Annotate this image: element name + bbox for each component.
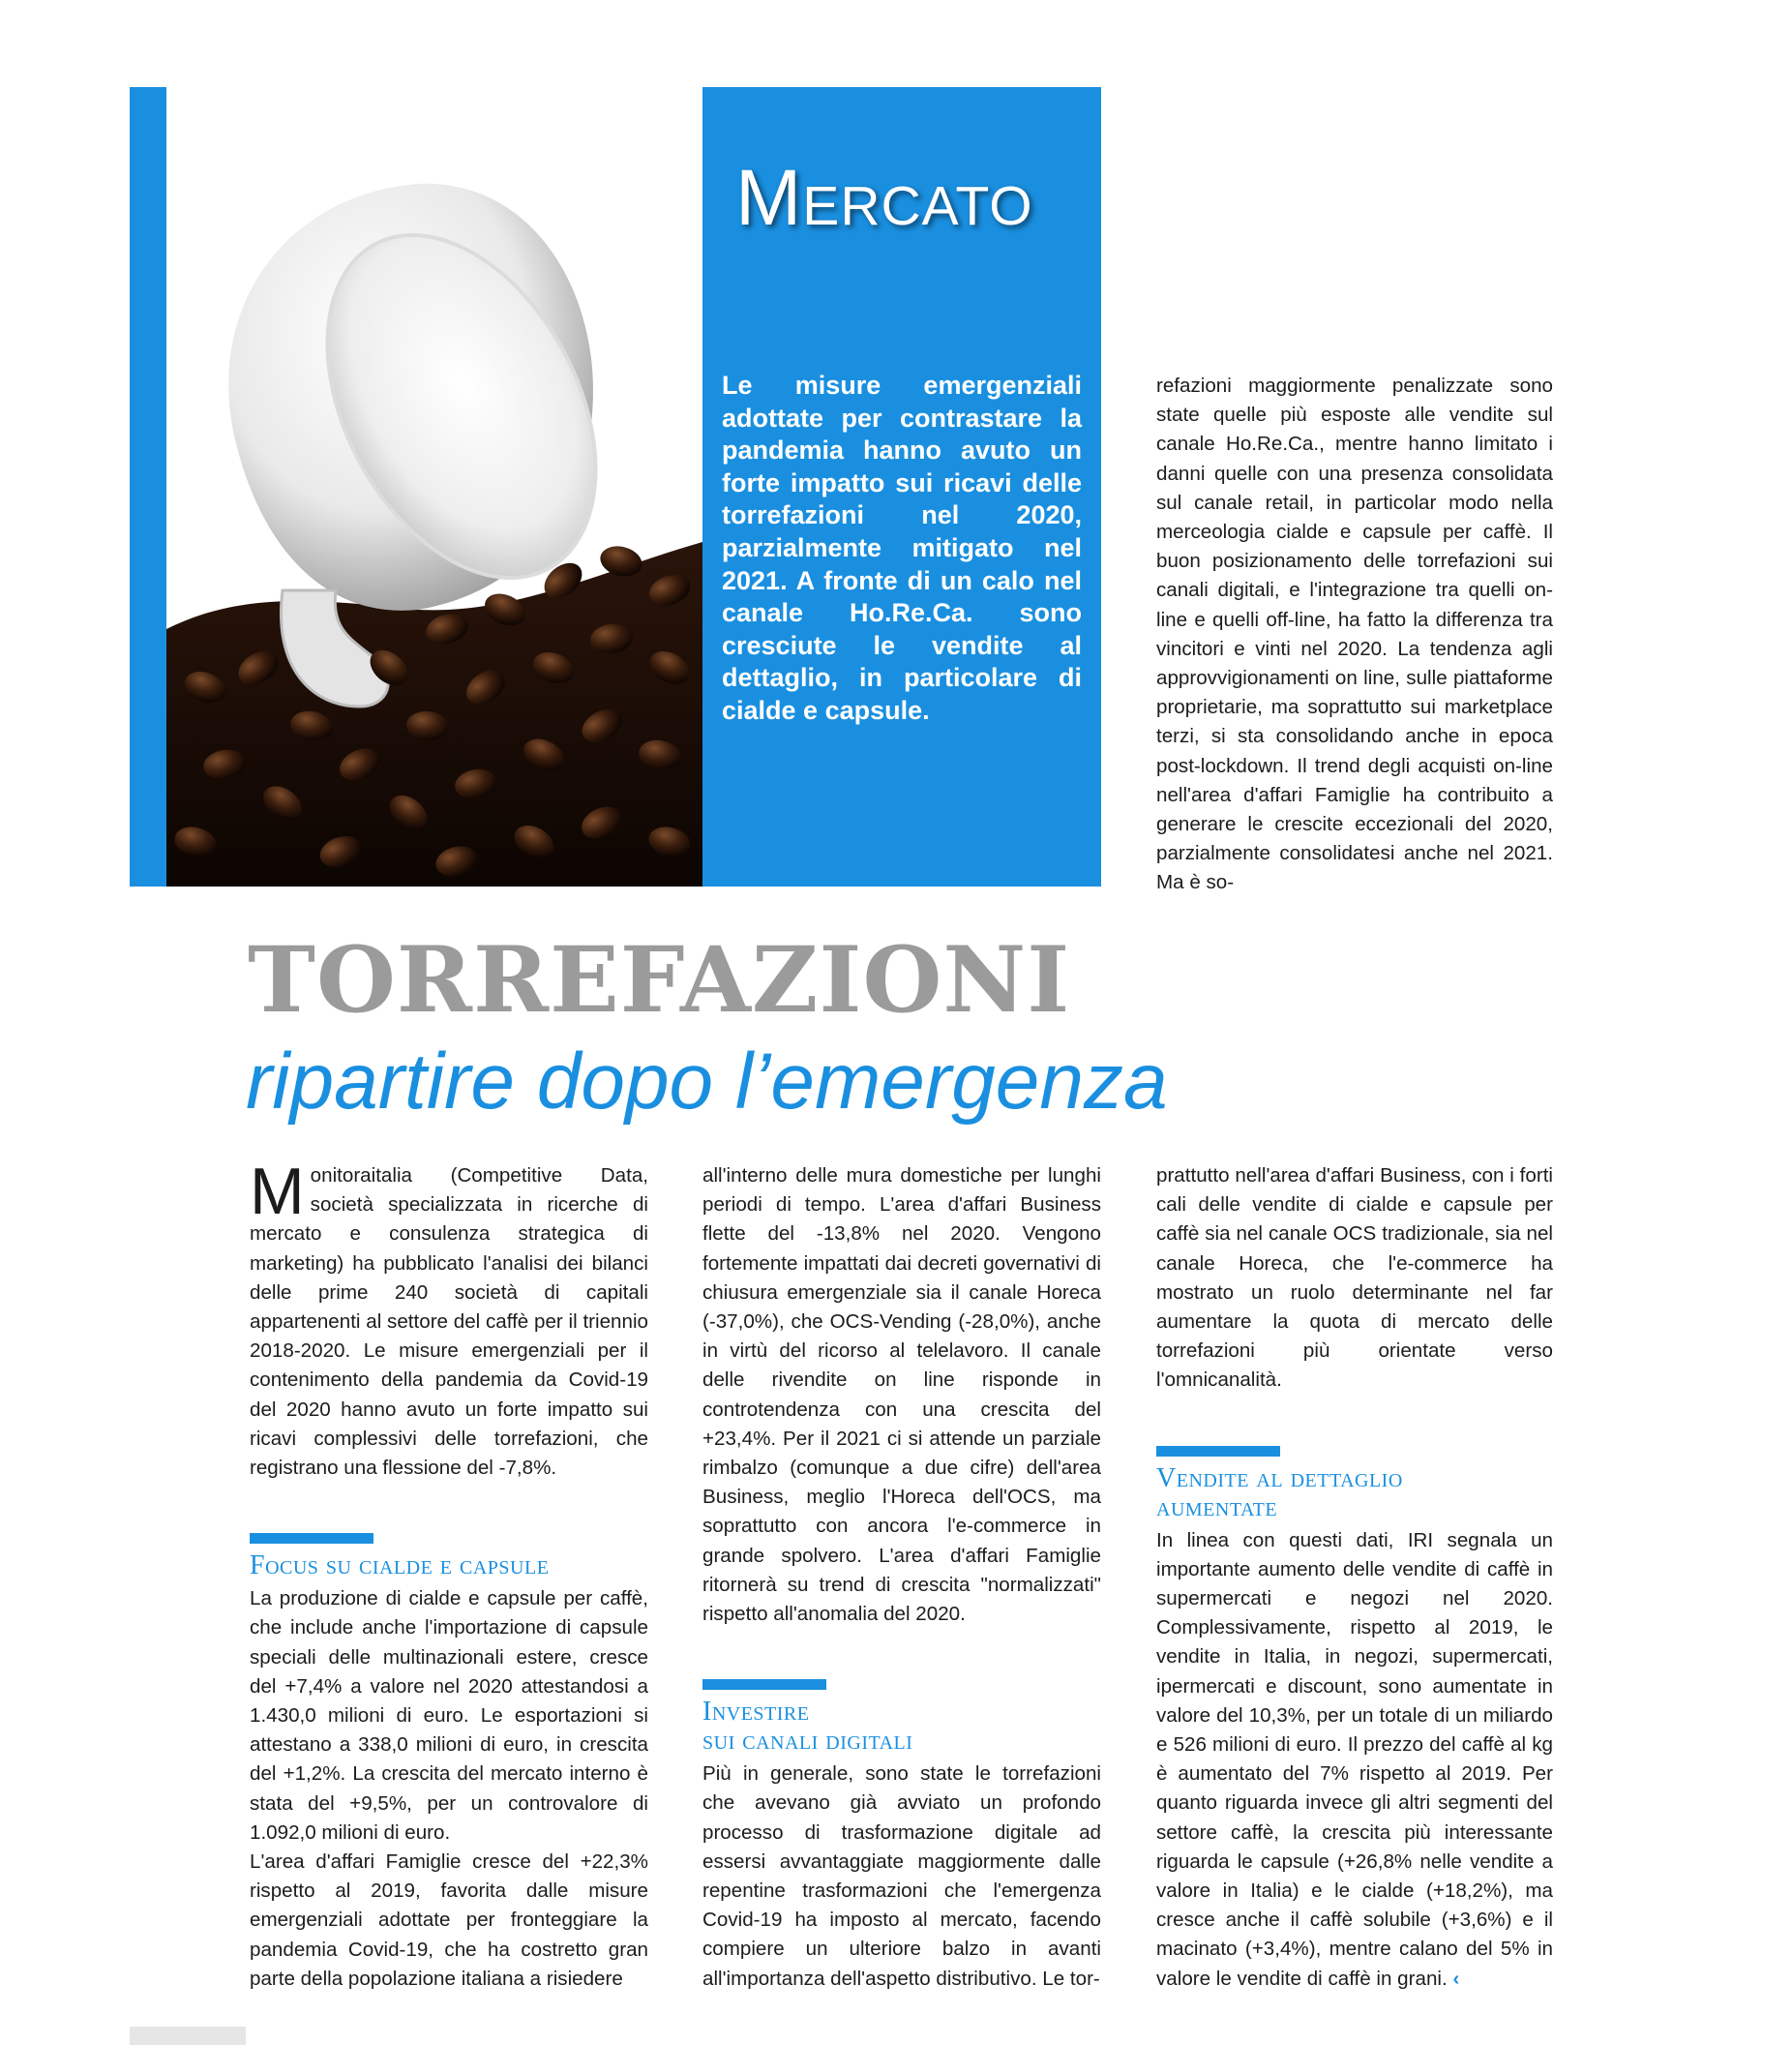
page-footer-tab [130, 2027, 246, 2045]
subheading-line-2: sui canali digitali [702, 1726, 913, 1757]
column-2-paragraph-1: all'interno delle mura domestiche per lunghi periodi di tempo. L'area d'affari Business flette del -13,8% nel 2020. Vengono fortemente impattati dai decreti governativi di chiusura emergenziale sia il canale Horeca (-37,0%), che OCS-Vending (-28,0%), anche in virtù del ricorso al telelavoro. Il canale delle rivendite on line risponde in controtendenza con una crescita del +23,4%. Per il 2021 ci si attende un parziale rimbalzo (comunque a due cifre) dell'area Business, meglio l'Horeca dell'OCS, ma soprattutto con ancora l'e-commerce in grande spolvero. L'area d'affari Famiglie ritornerà su trend di crescita "normalizzati" rispetto all'anomalia del 2020. [702, 1164, 1101, 1626]
intro-text: onitoraitalia (Competitive Data, società specializzata in ricerche di mercato e consulenza strategica di marketing) ha pubblicato l'analisi dei bilanci delle prime 240 società di capitali appartenenti al settore del caffè per il triennio 2018-2020. Le misure emergenziali per il contenimento della pandemia da Covid-19 del 2020 hanno avuto un forte impatto sui ricavi complessivi delle torrefazioni, che registrano una flessione del -7,8%. [250, 1164, 648, 1480]
intro-paragraph [250, 1155, 648, 1483]
subheading-line-2: aumentate [1156, 1491, 1278, 1522]
column-2-paragraph-2: Più in generale, sono state le torrefazioni che avevano già avviato un profondo processo di trasformazione digitale ad essersi avvantaggiate maggiormente dalle repentine trasformazioni che l'emergenza Covid-19 ha imposto al mercato, facendo compiere un ulteriore balzo in avanti all'importanza dell'aspetto distributivo. Le tor- [702, 1762, 1101, 1990]
column-3-paragraph-1: prattutto nell'area d'affari Business, con i forti cali delle vendite di cialde e capsule per caffè sia nel canale OCS tradizionale, sia nel canale Horeca, che l'e-commerce ha mostrato un ruolo determinante nel far aumentare la quota di mercato delle torrefazioni più orientate verso l'omnicanalità. [1156, 1164, 1553, 1392]
section-rule [250, 1533, 373, 1544]
headline-sub: ripartire dopo l’emergenza [246, 1038, 1168, 1126]
headline-main: TORREFAZIONI [248, 927, 1071, 1034]
column-3 [1156, 1161, 1553, 1994]
subheading-focus: Focus su cialde e capsule [250, 1550, 550, 1581]
end-mark-icon: ‹ [1452, 1967, 1460, 1990]
section-rule [702, 1679, 826, 1690]
focus-paragraph-2: L'area d'affari Famiglie cresce del +22,3% rispetto al 2019, favorita dalle misure emergenziali adottate per fronteggiare la pandemia Covid-19, che ha costretto gran parte della popolazione italiana a risiedere [250, 1850, 648, 1990]
subheading-line-1: Vendite al dettaglio [1156, 1462, 1403, 1493]
section-rule [1156, 1446, 1280, 1457]
lead-paragraph: Le misure emergenziali adottate per contrastare la pandemia hanno avuto un forte impatto sui ricavi delle torrefazioni nel 2020, parzialmente mitigato nel 2021. A fronte di un calo nel canale Ho.Re.Ca. sono cresciute le vendite al dettaglio, in particolare di cialde e capsule. [722, 371, 1082, 725]
accent-bar [130, 87, 166, 887]
column-1 [250, 1155, 648, 1994]
drop-cap: M [250, 1155, 305, 1228]
column-2 [702, 1161, 1101, 1994]
column-3-paragraph-2-text: In linea con questi dati, IRI segnala un importante aumento delle vendite di caffè in supermercati e negozi nel 2020. Complessivamente, rispetto al 2019, le vendite in Italia, in negozi, supermercati, ipermercati e discount, sono aumentate in valore del 10,3%, per un totale di un miliardo e 526 milioni di euro. Il prezzo del caffè al kg è aumentato del 7% rispetto al 2019. Per quanto riguarda invece gli altri segmenti del settore caffè, la crescita più interessante riguarda le capsule (+26,8% nelle vendite a valore in Italia) e le cialde (+18,2%), ma cresce anche il caffè solubile (+3,6%) e il macinato (+3,4%), mentre calano del 5% in valore le vendite di caffè in grani. [1156, 1528, 1553, 1990]
subheading-line-1: Investire [702, 1697, 810, 1728]
top-column-text: refazioni maggiormente penalizzate sono state quelle più esposte alle vendite sul canale Ho.Re.Ca., mentre hanno limitato i danni quelle con una presenza consolidata sul canale retail, in particolar modo nella merceologia cialde e capsule per caffè. Il buon posizionamento delle torrefazioni sui canali digitali, e l'integrazione tra quelli on-line e quelli off-line, ha fatto la differenza tra vincitori e vinti nel 2020. La tendenza agli approvvigionamenti on line, sulle piattaforme proprietarie, ma soprattutto sui marketplace terzi, si sta consolidando anche in epoca post-lockdown. Il trend degli acquisti on-line nell'area d'affari Famiglie ha contribuito a generare le crescite eccezionali del 2020, parzialmente consolidatesi anche nel 2021. Ma è so- [1156, 375, 1553, 894]
subheading-vendite [1156, 1464, 1553, 1522]
coffee-cup-photo [166, 87, 702, 887]
subheading-investire [702, 1698, 1101, 1756]
column-3-paragraph-2 [1156, 1526, 1553, 1994]
top-column [1156, 372, 1553, 898]
section-panel [702, 87, 1101, 887]
section-title: Mercato [735, 154, 1033, 242]
focus-paragraph-1: La produzione di cialde e capsule per caffè, che include anche l'importazione di capsule speciali delle multinazionali estere, cresce del +7,4% a valore nel 2020 attestandosi a 1.430,0 milioni di euro. Le esportazioni si attestano a 338,0 milioni di euro, in crescita del +1,2%. La crescita del mercato interno è stata del +9,5%, per un controvalore di 1.092,0 milioni di euro. [250, 1587, 648, 1844]
